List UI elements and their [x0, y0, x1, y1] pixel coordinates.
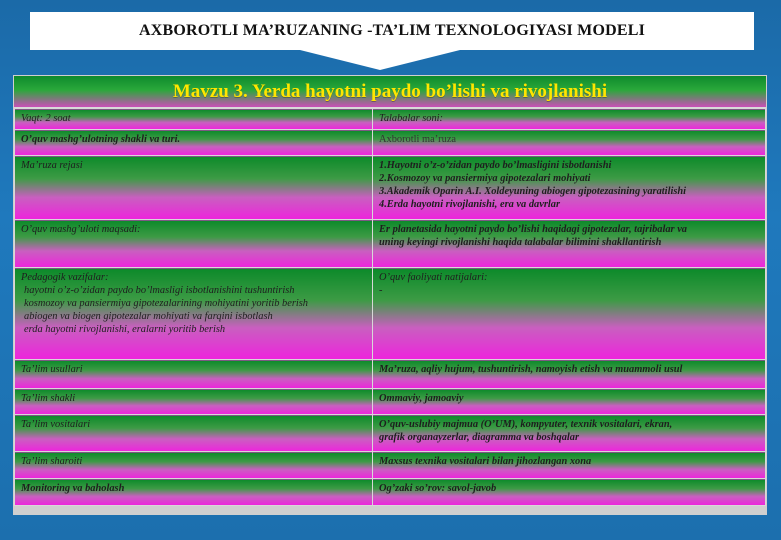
row-value: Talabalar soni: [373, 109, 766, 130]
row-value: Ma’ruza, aqliy hujum, tushuntirish, namoyish etish va muammoli usul [373, 360, 766, 389]
table-row [15, 389, 766, 415]
topic-header [14, 76, 766, 108]
plan-item: 4.Erda hayotni rivojlanishi, era va davrlar [379, 199, 560, 210]
row-value: Og’zaki so’rov: savol-javob [373, 479, 766, 506]
row-label: O’quv mashg’uloti maqsadi: [15, 220, 373, 268]
row-label: Ma’ruza rejasi [15, 156, 373, 220]
row-label: Ta’lim sharoiti [15, 452, 373, 479]
technology-model-table [13, 75, 767, 515]
row-label: Ta’lim vositalari [15, 415, 373, 452]
model-table [14, 108, 766, 506]
table-row [15, 479, 766, 506]
table-row [15, 268, 766, 360]
row-value: Maxsus texnika vositalari bilan jihozlangan xona [373, 452, 766, 479]
row-value: Er planetasida hayotni paydo bo’lishi haqidagi gipotezalar, tajribalar va uning keyingi rivojlanishi haqida talabalar bilimini shakllantirish [373, 220, 766, 268]
row-value [373, 156, 766, 220]
row-label: Ta’lim usullari [15, 360, 373, 389]
task-item: hayotni o’z-o’zidan paydo bo’lmasligi isbotlanishini tushuntirish [24, 285, 295, 296]
table-row [15, 156, 766, 220]
document-title: AXBOROTLI MA’RUZANING -TA’LIM TEXNOLOGIYASI MODELI [138, 22, 646, 39]
title-banner [30, 12, 754, 50]
row-value: Axborotli ma’ruza [373, 130, 766, 156]
plan-item: 2.Kosmozoy va pansiermiya gipotezalari mohiyati [379, 173, 591, 184]
row-label [15, 268, 373, 360]
table-row [15, 452, 766, 479]
row-value: O’quv faoliyati natijalari: - [373, 268, 766, 360]
row-value: O’quv-uslubiy majmua (O’UM), kompyuter, texnik vositalari, ekran, grafik organayzerlar, diagramma va boshqalar [373, 415, 766, 452]
row-value: Ommaviy, jamoaviy [373, 389, 766, 415]
plan-item: 3.Akademik Oparin A.I. Xoldeyuning abiogen gipotezasining yaratilishi [379, 186, 687, 197]
table-row [15, 130, 766, 156]
table-row [15, 109, 766, 130]
row-label: Ta’lim shakli [15, 389, 373, 415]
task-item: abiogen va biogen gipotezalar mohiyati va farqini isbotlash [24, 311, 273, 322]
topic-title: Mavzu 3. Yerda hayotni paydo bo’lishi va rivojlanishi [172, 80, 608, 102]
table-row [15, 220, 766, 268]
banner-down-arrow [300, 50, 460, 70]
table-row [15, 360, 766, 389]
plan-item: 1.Hayotni o’z-o’zidan paydo bo’lmasligini isbotlanishi [379, 160, 612, 171]
task-item: erda hayotni rivojlanishi, eralarni yoritib berish [24, 324, 226, 335]
tasks-title: Pedagogik vazifalar: [21, 272, 109, 283]
task-item: kosmozoy va pansiermiya gipotezalarining mohiyatini yoritib berish [24, 298, 308, 309]
row-label: O’quv mashg’ulotning shakli va turi. [15, 130, 373, 156]
table-row [15, 415, 766, 452]
row-label: Monitoring va baholash [15, 479, 373, 506]
row-label: Vaqt: 2 soat [15, 109, 373, 130]
